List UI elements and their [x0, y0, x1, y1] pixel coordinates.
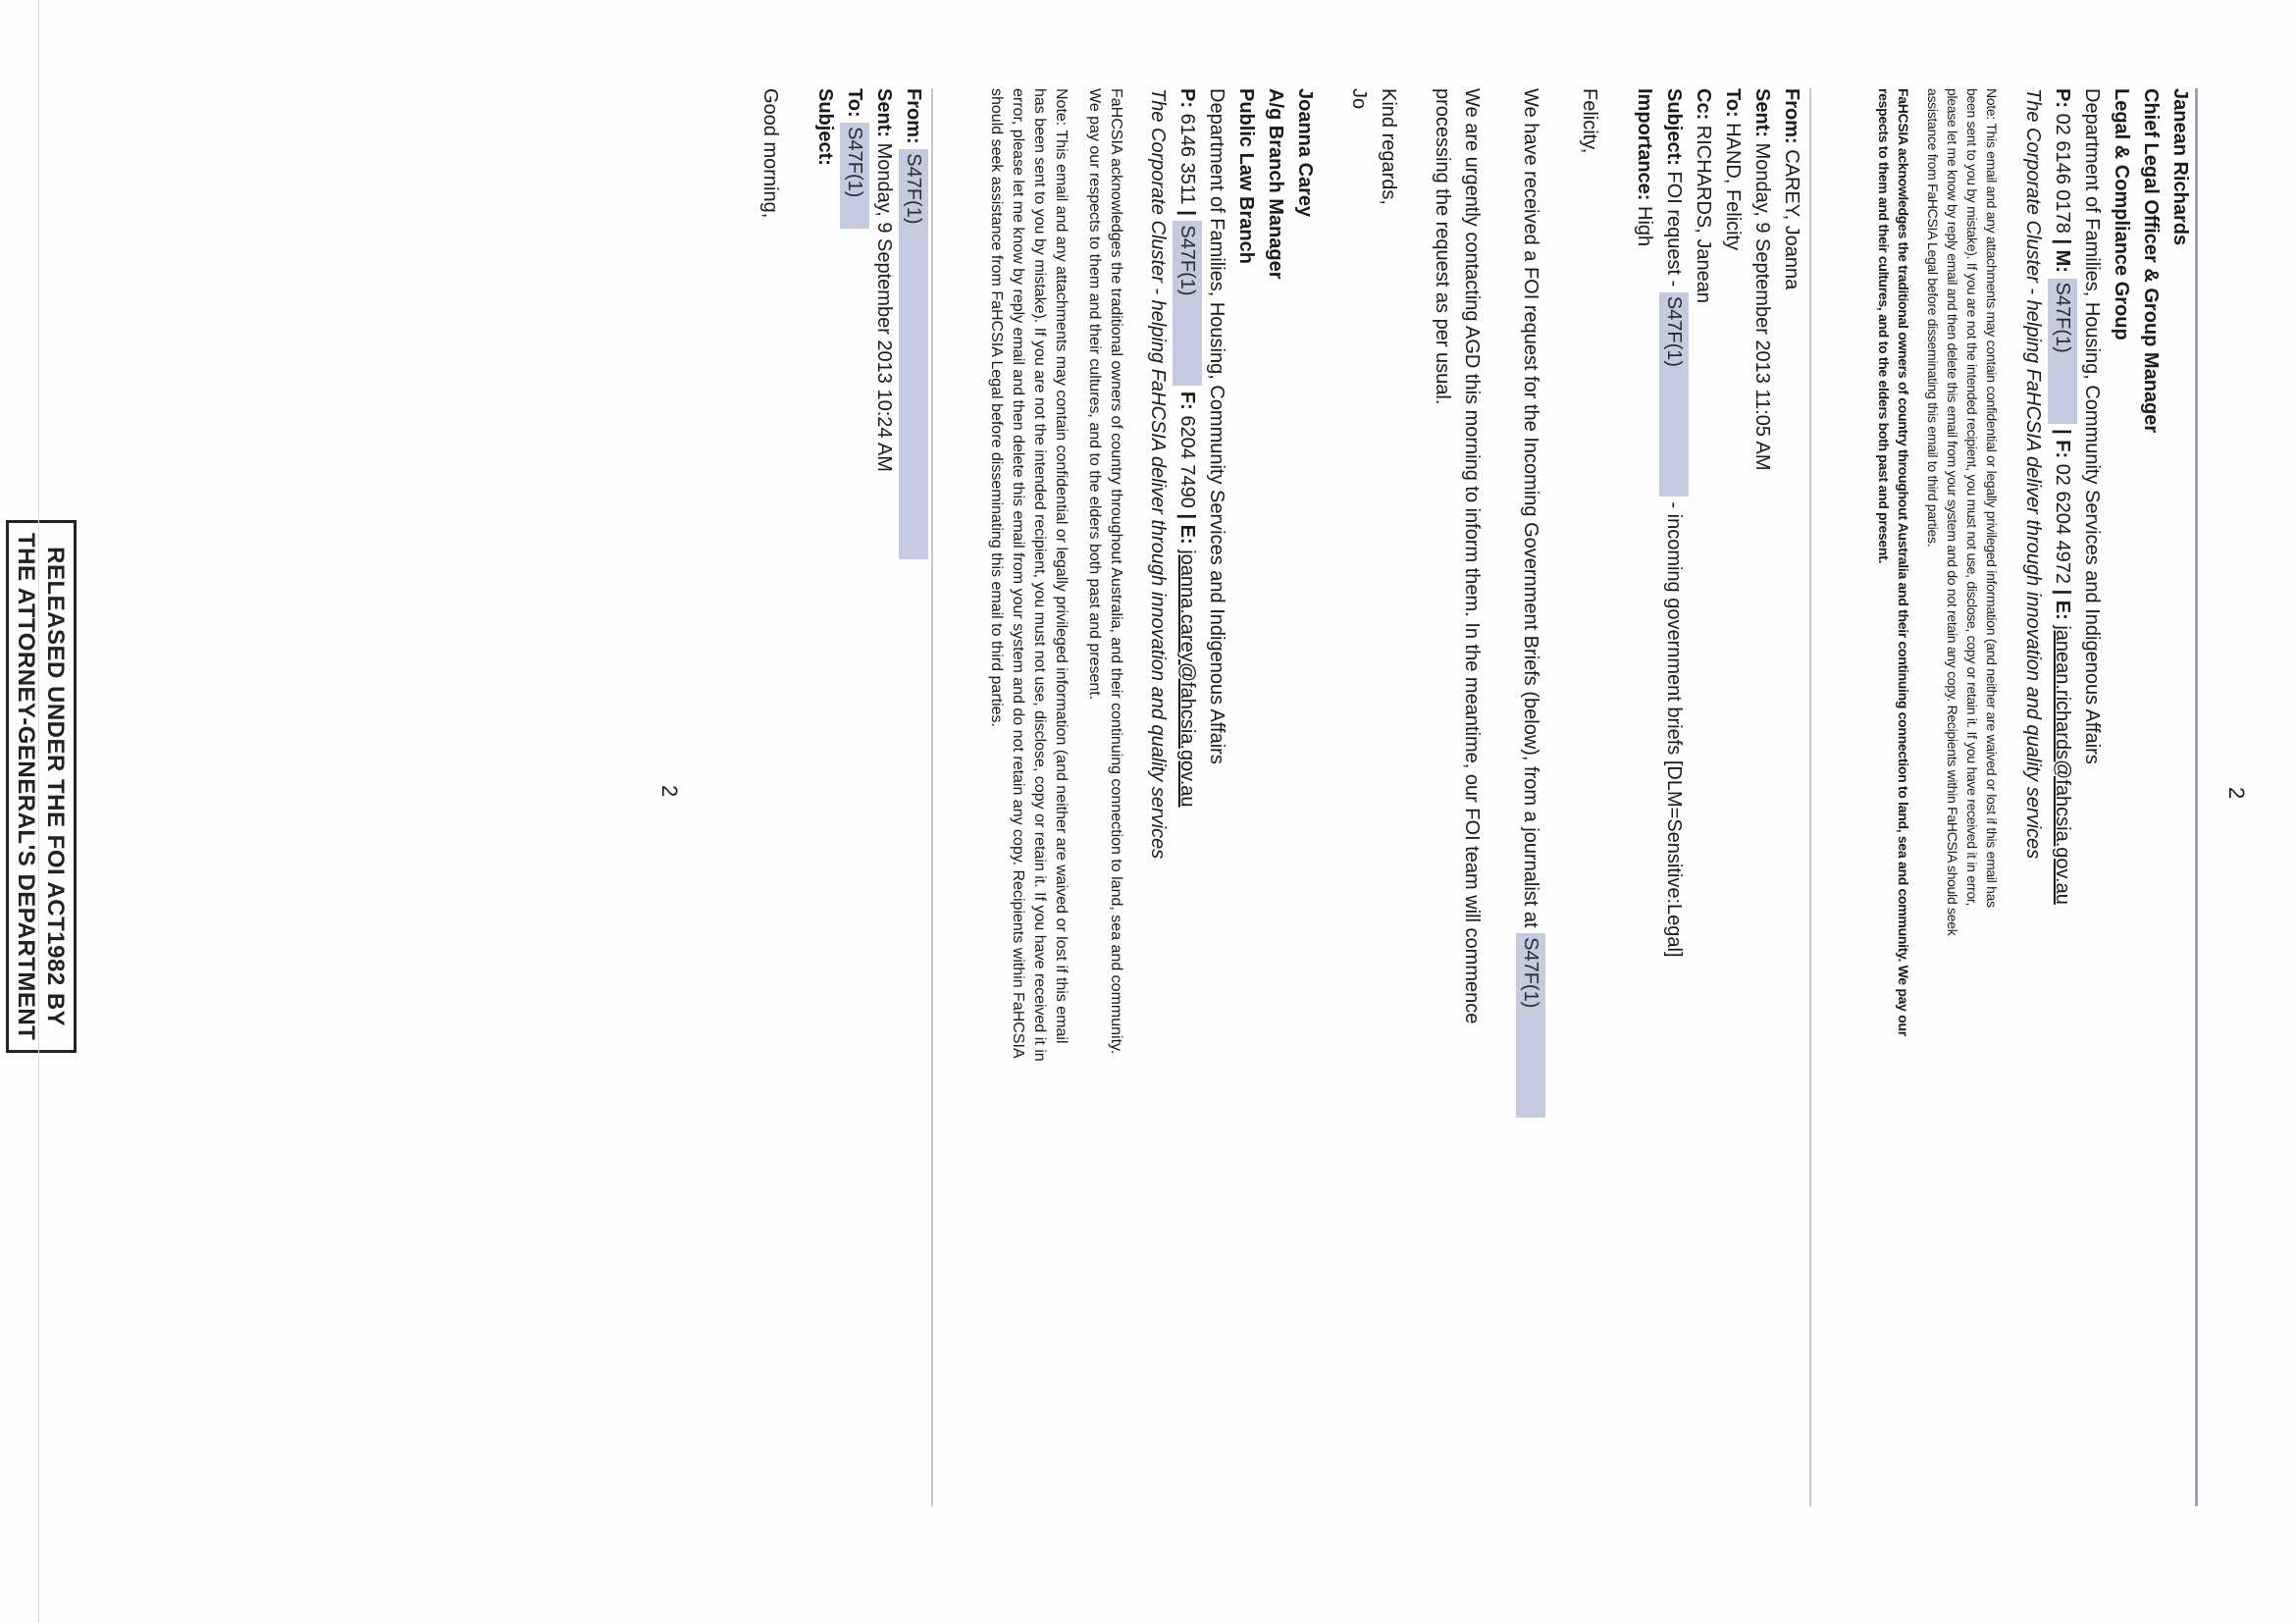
- signature2-branch: Public Law Branch: [1235, 88, 1257, 264]
- redaction: S47F(1): [2048, 279, 2077, 424]
- email1-subject: Subject: FOI request - S47F(1) - incoming government briefs [DLM=Sensitive:Legal]: [1659, 88, 1689, 958]
- redaction: S47F(1): [1173, 221, 1202, 386]
- email2-to: To: S47F(1): [840, 88, 869, 229]
- top-divider: [2195, 88, 2198, 1506]
- foi-release-stamp: [6, 520, 77, 1053]
- note1-line: been sent to you by mistake). If you are not the intended recipient, you must not use, disclose, copy or retain it. If you have received it in error,: [1964, 88, 1980, 907]
- email1-to: To: HAND, Felicity: [1722, 88, 1744, 251]
- note1-line: please let me know by reply email and then delete this email from your system and do not retain any copy. Recipients within FaHCSIA should seek: [1945, 88, 1960, 936]
- signature1-department: Department of Families, Housing, Community Services and Indigenous Affairs: [2081, 88, 2103, 764]
- signature1-name: Janean Richards: [2169, 88, 2191, 246]
- signature2-title: A/g Branch Manager: [1265, 88, 1286, 280]
- email1-importance: Importance: High: [1634, 88, 1655, 247]
- email2-sent: Sent: Monday, 9 September 2013 10:24 AM: [873, 88, 895, 472]
- signature2-department: Department of Families, Housing, Community Services and Indigenous Affairs: [1206, 88, 1227, 764]
- page-number-top: 2: [2224, 787, 2249, 800]
- note1-line: Note: This email and any attachments may contain confidential or legally privileged information (and neither are waived or lost if this email has: [1984, 88, 2000, 908]
- ack1-line: FaHCSIA acknowledges the traditional owners of country throughout Australia and their continuing connection to land, sea and community. We pay our: [1896, 88, 1911, 1036]
- note1-line: assistance from FaHCSIA Legal before disseminating this email to third parties.: [1925, 88, 1941, 548]
- page-number-bottom: 2: [657, 785, 682, 798]
- email1-greeting: Felicity,: [1579, 88, 1600, 154]
- email1-sent: Sent: Monday, 9 September 2013 11:05 AM: [1751, 88, 1773, 471]
- stamp-line2: THE ATTORNEY-GENERAL'S DEPARTMENT: [13, 533, 39, 1041]
- signature1-group: Legal & Compliance Group: [2111, 88, 2132, 340]
- note2-line: Note: This email and any attachments may contain confidential or legally privileged information (and neither are waived or lost if this email: [1053, 88, 1070, 1044]
- email1-closing: Kind regards,: [1378, 88, 1399, 205]
- signature2-name: Joanna Carey: [1294, 88, 1316, 218]
- email1-cc: Cc: RICHARDS, Janean: [1693, 88, 1714, 303]
- email2-subject: Subject:: [814, 88, 836, 166]
- ack2-line: FaHCSIA acknowledges the traditional owners of country throughout Australia, and their continuing connection to land, sea and community.: [1108, 88, 1124, 1055]
- signature1-title: Chief Legal Officer & Group Manager: [2140, 88, 2162, 434]
- signature1-contact: P: 02 6146 0178 | M: S47F(1) | F: 02 6204 4972 | E: janean.richards@fahcsia.gov.au: [2048, 88, 2077, 905]
- redaction: S47F(1): [899, 149, 928, 559]
- ack2-line: We pay our respects to them and their cultures, and to the elders both past and present.: [1086, 88, 1103, 701]
- header2-divider: [931, 88, 933, 1506]
- header1-divider: [1809, 88, 1811, 1506]
- email1-signoff: Jo: [1348, 88, 1370, 110]
- email2-from: From: S47F(1): [899, 88, 928, 559]
- signature2-contact: P: 6146 3511 | S47F(1) F: 6204 7490 | E: joanna.carey@fahcsia.gov.au: [1173, 88, 1202, 808]
- email1-paragraph2-line2: processing the request as per usual.: [1432, 88, 1453, 405]
- signature2-tagline: The Corporate Cluster - helping FaHCSIA deliver through innovation and quality services: [1147, 88, 1169, 860]
- redaction: S47F(1): [1516, 933, 1545, 1118]
- signature1-tagline: The Corporate Cluster - helping FaHCSIA deliver through innovation and quality services: [2022, 88, 2044, 860]
- email2-greeting: Good morning,: [759, 88, 781, 219]
- note2-line: should seek assistance from FaHCSIA Legal before disseminating this email to third parties.: [988, 88, 1005, 727]
- redaction: S47F(1): [1659, 292, 1689, 497]
- ack1-line: respects to them and their cultures, and to the elders both past and present.: [1876, 88, 1892, 564]
- email1-paragraph1: We have received a FOI request for the Incoming Government Briefs (below), from a journalist at S47F(1): [1516, 88, 1545, 1118]
- email1-paragraph2-line1: We are urgently contacting AGD this morning to inform them. In the meantime, our FOI team will commence: [1461, 88, 1483, 1024]
- signature2-email-link[interactable]: joanna.carey@fahcsia.gov.au: [1176, 550, 1198, 808]
- redaction: S47F(1): [840, 123, 869, 229]
- scan-edge-line: [38, 0, 39, 1623]
- stamp-line1: RELEASED UNDER THE FOI ACT1982 BY: [42, 547, 69, 1027]
- note2-line: has been sent to you by mistake). If you are not the intended recipient, you must not use, disclose, copy or retain it. If you have received it in: [1031, 88, 1048, 1062]
- signature1-email-link[interactable]: janean.richards@fahcsia.gov.au: [2052, 625, 2073, 905]
- email1-from: From: CAREY, Joanna: [1781, 88, 1802, 290]
- note2-line: error, please let me know by reply email and then delete this email from your system and do not retain any copy. Recipients within FaHCSIA: [1010, 88, 1026, 1059]
